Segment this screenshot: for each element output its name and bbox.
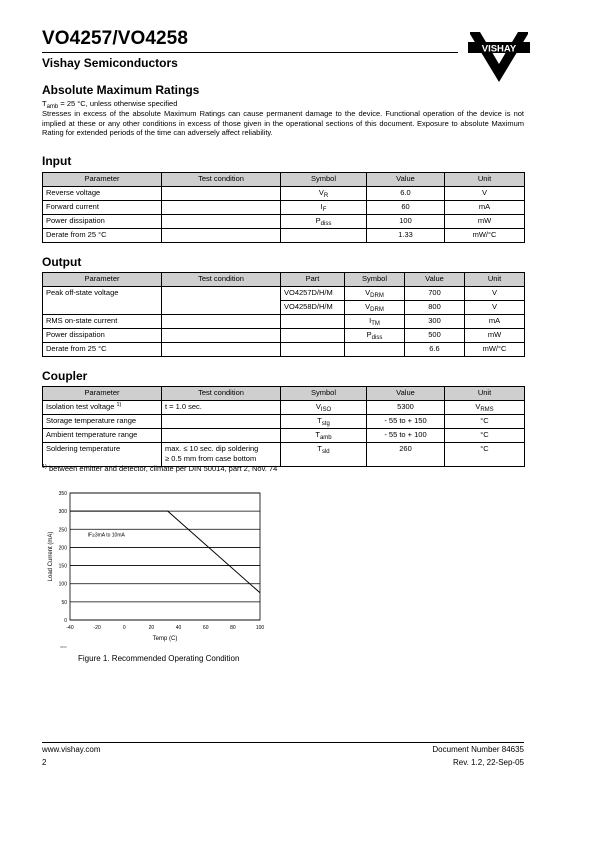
condition-cell: t = 1.0 sec.	[162, 401, 281, 415]
parameter-cell: Power dissipation	[43, 215, 162, 229]
column-header-unit: Unit	[445, 173, 525, 187]
column-header-parameter: Parameter	[43, 173, 162, 187]
symbol-cell: $V_{DRM}$	[345, 287, 405, 301]
unit-cell: °C	[445, 429, 525, 443]
value-cell: 260	[367, 443, 445, 467]
table-header-row	[43, 273, 525, 287]
part-cell	[281, 315, 345, 329]
table-row	[43, 215, 525, 229]
y-tick-label: 200	[58, 545, 67, 552]
symbol-cell: $T_{sld}$	[281, 443, 367, 467]
table-row	[43, 315, 525, 329]
x-axis-label: Temp (C)	[152, 636, 178, 642]
symbol-cell	[345, 343, 405, 357]
symbol-cell: $I_{TM}$	[345, 315, 405, 329]
column-header-symbol: Symbol	[345, 273, 405, 287]
table-row	[43, 187, 525, 201]
table-row	[43, 229, 525, 243]
x-tick-label: 60	[202, 625, 209, 631]
table-row	[43, 329, 525, 343]
unit-cell: mW	[445, 215, 525, 229]
symbol-cell: $T_{stg}$	[281, 415, 367, 429]
value-cell: 700	[405, 287, 465, 301]
unit-cell: mW	[465, 329, 525, 343]
value-cell: 300	[405, 315, 465, 329]
x-tick-label: 0	[122, 625, 126, 631]
table-row	[43, 443, 525, 467]
parameter-cell: Derate from 25 °C	[43, 343, 162, 357]
condition-cell	[162, 415, 281, 429]
unit-cell: V	[465, 287, 525, 301]
y-tick-label: 350	[58, 491, 67, 497]
figure-caption: Figure 1. Recommended Operating Condition	[78, 654, 240, 663]
unit-cell: V	[465, 301, 525, 315]
y-tick-label: 300	[58, 509, 67, 516]
parameter-cell: Derate from 25 °C	[43, 229, 162, 243]
document-subtitle: Vishay Semiconductors	[42, 56, 178, 70]
part-cell: VO4258D/H/M	[281, 301, 345, 315]
table-header-row	[43, 173, 525, 187]
table-row	[43, 401, 525, 415]
condition-cell	[162, 287, 281, 315]
value-cell: - 55 to + 100	[367, 429, 445, 443]
condition-cell	[162, 329, 281, 343]
column-header-test-condition: Test condition	[162, 273, 281, 287]
footnote: $^{1)}$ between emitter and detector, climate per DIN 50014, part 2, Nov. 74	[42, 464, 278, 473]
column-header-parameter: Parameter	[43, 273, 162, 287]
unit-cell: °C	[445, 443, 525, 467]
unit-cell: °C	[445, 415, 525, 429]
value-cell: 100	[367, 215, 445, 229]
tamb-condition: $T_{amb} = 25$ °C, unless otherwise specified	[42, 99, 178, 110]
chart-annotation: IF≥3mA to 10mA	[87, 532, 125, 539]
series-line	[70, 511, 260, 593]
header-rule	[42, 52, 458, 53]
symbol-cell	[281, 229, 367, 243]
load-current-chart	[42, 486, 272, 654]
value-cell: 500	[405, 329, 465, 343]
value-cell: 6.0	[367, 187, 445, 201]
footer-rule	[42, 742, 524, 743]
table-row	[43, 287, 525, 301]
condition-cell	[162, 215, 281, 229]
x-tick-label: -20	[93, 625, 101, 631]
value-cell: - 55 to + 150	[367, 415, 445, 429]
figure-id: 9600	[60, 645, 67, 649]
y-tick-label: 100	[58, 581, 67, 588]
symbol-cell: $V_{ISO}$	[281, 401, 367, 415]
column-header-test-condition: Test condition	[162, 387, 281, 401]
column-header-unit: Unit	[445, 387, 525, 401]
footer-page-number: 2	[42, 758, 47, 767]
condition-cell	[162, 229, 281, 243]
parameter-cell: Storage temperature range	[43, 415, 162, 429]
section-heading-coupler: Coupler	[42, 369, 88, 383]
parameter-cell: Isolation test voltage $^{1)}$	[43, 401, 162, 415]
unit-cell: mW/°C	[445, 229, 525, 243]
column-header-unit: Unit	[465, 273, 525, 287]
document-title: VO4257/VO4258	[42, 28, 189, 49]
column-header-symbol: Symbol	[281, 173, 367, 187]
value-cell: 6.6	[405, 343, 465, 357]
coupler-table	[42, 386, 525, 467]
footer-document-number: Document Number 84635	[432, 745, 524, 754]
logo-text: VISHAY	[481, 43, 517, 55]
vishay-logo	[468, 30, 530, 82]
value-cell: 5300	[367, 401, 445, 415]
symbol-cell: $P_{diss}$	[281, 215, 367, 229]
footer-website: www.vishay.com	[42, 745, 101, 754]
part-cell	[281, 329, 345, 343]
column-header-test-condition: Test condition	[162, 173, 281, 187]
y-tick-label: 150	[58, 563, 67, 570]
column-header-parameter: Parameter	[43, 387, 162, 401]
table-row	[43, 343, 525, 357]
parameter-cell: RMS on-state current	[43, 315, 162, 329]
unit-cell: $V_{RMS}$	[445, 401, 525, 415]
section-heading-absolute-maximum-ratings: Absolute Maximum Ratings	[42, 83, 200, 97]
x-tick-label: 20	[148, 625, 155, 631]
parameter-cell: Reverse voltage	[43, 187, 162, 201]
symbol-cell: $V_{DRM}$	[345, 301, 405, 315]
stress-notice: Stresses in excess of the absolute Maximum Ratings can cause permanent damage to the device. Functional operation of the device is not implied at these or any other conditions in excess of those given in the operational sections of this document. Exposure to absolute Maximum Rating for extended periods of the time can adversely affect reliability.	[42, 109, 524, 138]
symbol-cell: $P_{diss}$	[345, 329, 405, 343]
symbol-cell: $V_R$	[281, 187, 367, 201]
input-table	[42, 172, 525, 243]
condition-cell	[162, 429, 281, 443]
condition-cell: max. ≤ 10 sec. dip soldering ≥ 0.5 mm from case bottom	[162, 443, 281, 467]
table-header-row	[43, 387, 525, 401]
column-header-symbol: Symbol	[281, 387, 367, 401]
x-tick-label: 80	[230, 625, 236, 631]
y-tick-label: 0	[64, 618, 67, 624]
y-axis-label: Load Current (mA)	[48, 531, 54, 582]
column-header-part: Part	[281, 273, 345, 287]
x-tick-label: 100	[255, 625, 265, 631]
parameter-cell: Ambient temperature range	[43, 429, 162, 443]
condition-cell	[162, 187, 281, 201]
parameter-cell: Soldering temperature	[43, 443, 162, 467]
unit-cell: mA	[465, 315, 525, 329]
part-cell: VO4257D/H/M	[281, 287, 345, 301]
section-heading-input: Input	[42, 154, 72, 168]
table-row	[43, 415, 525, 429]
output-table	[42, 272, 525, 357]
condition-cell	[162, 343, 281, 357]
column-header-value: Value	[405, 273, 465, 287]
unit-cell: mA	[445, 201, 525, 215]
parameter-cell: Power dissipation	[43, 329, 162, 343]
column-header-value: Value	[367, 387, 445, 401]
plot-frame	[70, 493, 260, 620]
x-tick-label: 40	[175, 625, 182, 631]
y-tick-label: 50	[61, 599, 67, 606]
unit-cell: V	[445, 187, 525, 201]
column-header-value: Value	[367, 173, 445, 187]
symbol-cell: $T_{amb}$	[281, 429, 367, 443]
y-tick-label: 250	[58, 527, 67, 534]
condition-cell	[162, 315, 281, 329]
condition-cell	[162, 201, 281, 215]
value-cell: 1.33	[367, 229, 445, 243]
section-heading-output: Output	[42, 255, 82, 269]
parameter-cell: Forward current	[43, 201, 162, 215]
table-row	[43, 429, 525, 443]
x-tick-label: -40	[66, 625, 74, 631]
value-cell: 800	[405, 301, 465, 315]
parameter-cell: Peak off-state voltage	[43, 287, 162, 315]
part-cell	[281, 343, 345, 357]
unit-cell: mW/°C	[465, 343, 525, 357]
value-cell: 60	[367, 201, 445, 215]
symbol-cell: $I_F$	[281, 201, 367, 215]
footer-revision: Rev. 1.2, 22-Sep-05	[452, 758, 524, 767]
table-row	[43, 201, 525, 215]
